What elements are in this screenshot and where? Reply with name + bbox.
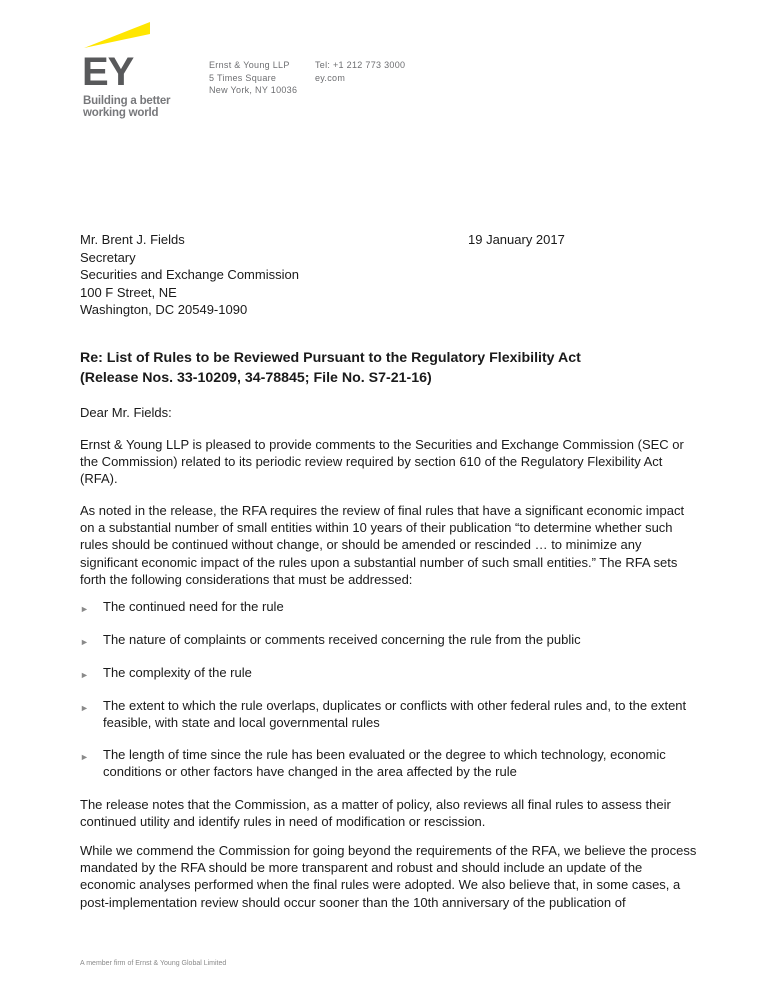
tagline-line-2: working world <box>83 107 159 119</box>
address-line: 5 Times Square <box>209 72 277 83</box>
paragraph-policy: The release notes that the Commission, as a matter of policy, also reviews all final rules to assess their continued utility and identify rules in need of modification or rescission. <box>80 797 671 830</box>
page-footer: A member firm of Ernst & Young Global Limited <box>80 960 227 967</box>
list-item-text: The continued need for the rule <box>103 599 284 614</box>
paragraph-commend: While we commend the Commission for going beyond the requirements of the RFA, we believe the process mandated by the RFA should be more transparent and robust and should include an update of the economic analyses performed when the final rules were adopted. We also believe that, in some cases, a post-implementation review should occur sooner than the 10th anniversary of the publication of <box>80 843 697 910</box>
phone-number: Tel: +1 212 773 3000 <box>315 60 406 70</box>
logo-tagline <box>83 95 170 119</box>
letter-date: 19 January 2017 <box>468 232 565 247</box>
sender-contact <box>315 59 405 84</box>
recipient-line: Washington, DC 20549-1090 <box>80 302 248 317</box>
ey-logo <box>82 22 192 122</box>
subject-line-2: (Release Nos. 33-10209, 34-78845; File No. S7-21-16) <box>80 370 432 386</box>
website[interactable]: ey.com <box>315 72 346 83</box>
address-line: Ernst & Young LLP <box>209 60 290 70</box>
paragraph-intro: Ernst & Young LLP is pleased to provide comments to the Securities and Exchange Commission (SEC or the Commission) related to its periodic review required by section 610 of the Regulatory Flexibility Act (RFA). <box>80 437 684 487</box>
list-item-text: The extent to which the rule overlaps, duplicates or conflicts with other federal rules and, to the extent feasible, with state and local governmental rules <box>103 698 687 731</box>
list-item-text: The length of time since the rule has been evaluated or the degree to which technology, economic conditions or other factors have changed in the area affected by the rule <box>103 747 666 780</box>
bullet-arrow-icon: ► <box>80 637 89 647</box>
paragraph-rfa: As noted in the release, the RFA requires the review of final rules that have a significant economic impact on a substantial number of small entities within 10 years of their publication “to determine whether such rules should be continued without change, or should be amended or rescinded … to minimize any significant economic impact of the rules upon a substantial number of such small entities.” The RFA sets forth the following considerations that must be addressed: <box>80 503 685 587</box>
salutation: Dear Mr. Fields: <box>80 405 172 420</box>
recipient-line: Mr. Brent J. Fields <box>80 232 185 247</box>
list-item-text: The complexity of the rule <box>103 665 252 680</box>
bullet-arrow-icon: ► <box>80 703 89 713</box>
recipient-address <box>80 231 299 319</box>
subject-heading <box>80 348 720 388</box>
bullet-arrow-icon: ► <box>80 604 89 614</box>
list-item-text: The nature of complaints or comments received concerning the rule from the public <box>103 632 581 647</box>
recipient-line: Securities and Exchange Commission <box>80 267 299 282</box>
tagline-line-1: Building a better <box>83 95 171 107</box>
subject-line-1: Re: List of Rules to be Reviewed Pursuant to the Regulatory Flexibility Act <box>80 350 581 366</box>
bullet-arrow-icon: ► <box>80 752 89 762</box>
bullet-arrow-icon: ► <box>80 670 89 680</box>
recipient-line: 100 F Street, NE <box>80 284 177 300</box>
yellow-beam-icon <box>82 22 152 52</box>
sender-address <box>209 59 297 97</box>
address-line: New York, NY 10036 <box>209 85 298 95</box>
logo-letters: EY <box>82 50 134 94</box>
recipient-line: Secretary <box>80 249 136 265</box>
